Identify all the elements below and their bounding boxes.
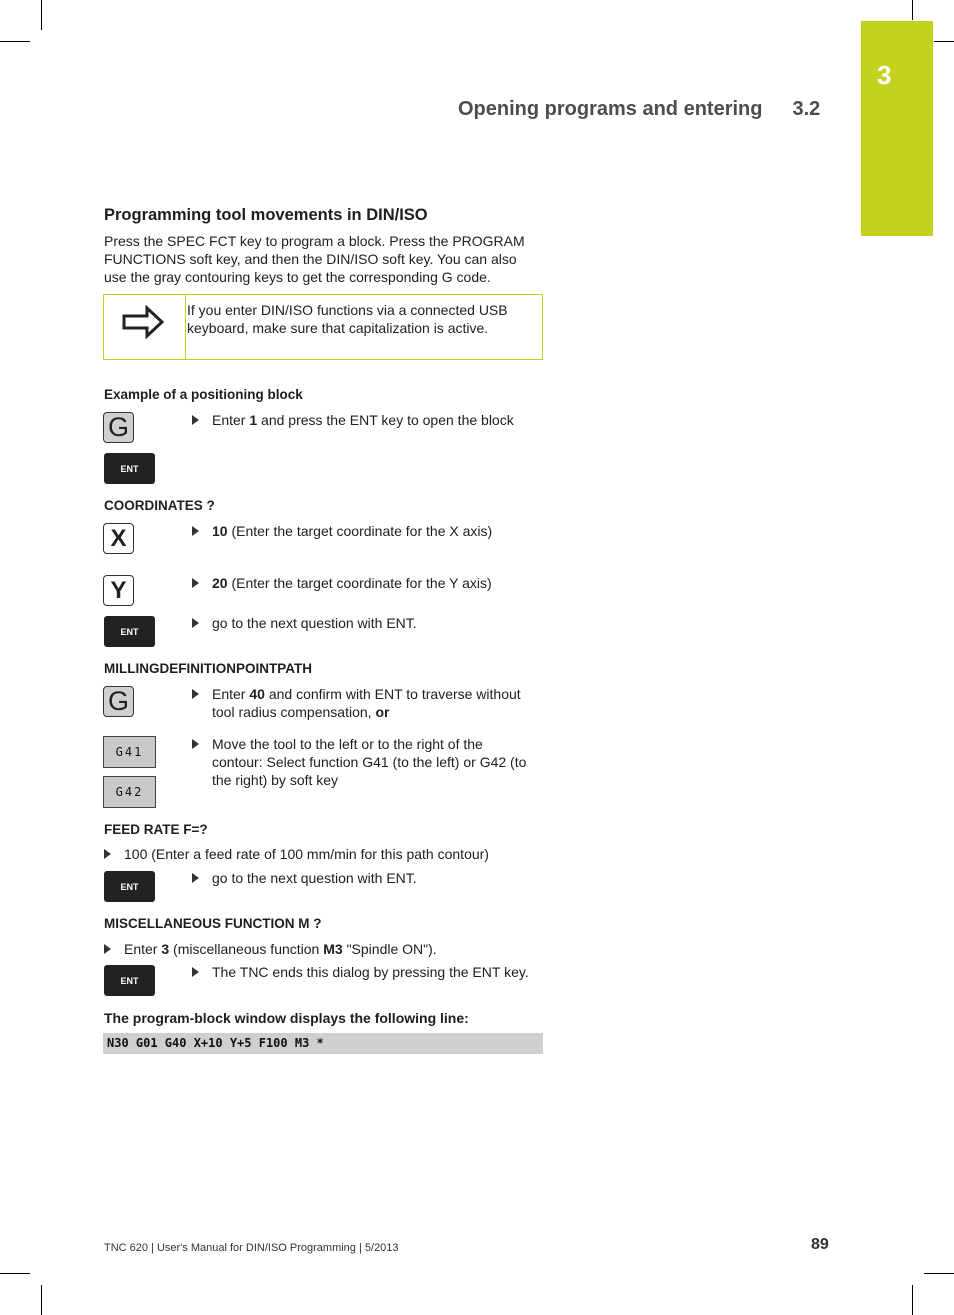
running-header [458, 98, 820, 121]
bold-value: 40 [249, 686, 265, 702]
text: and confirm with ENT to traverse without [264, 686, 521, 702]
example-label: Example of a positioning block [104, 387, 303, 402]
page-number: 89 [811, 1236, 829, 1253]
step-select-g41-g42 [192, 735, 544, 789]
bullet-triangle-icon [192, 689, 199, 699]
misc-function-label: MISCELLANEOUS FUNCTION M ? [104, 916, 322, 931]
x-key[interactable]: X [103, 523, 134, 554]
ent-key[interactable]: ENT [104, 616, 155, 647]
bold-value: 3 [161, 941, 170, 957]
arrow-right-icon [121, 305, 165, 339]
bullet-triangle-icon [192, 873, 199, 883]
step-next-question [192, 614, 544, 632]
ent-key[interactable]: ENT [104, 965, 155, 996]
text: The TNC ends this dialog by pressing the ENT key. [212, 964, 529, 980]
text: Move the tool to the left or to the right of the [212, 736, 483, 752]
bold-value: 20 [212, 575, 228, 591]
crop-mark [934, 41, 954, 42]
text: (miscellaneous function [169, 941, 324, 957]
crop-mark [41, 1285, 42, 1315]
text: the right) by soft key [212, 772, 339, 788]
text: go to the next question with ENT. [212, 615, 417, 631]
step-enter-40 [192, 685, 544, 721]
crop-mark [912, 1285, 913, 1315]
feed-rate-label: FEED RATE F=? [104, 822, 208, 837]
note-box [103, 294, 543, 360]
crop-mark [924, 1273, 954, 1274]
bullet-triangle-icon [104, 944, 111, 954]
text: "Spindle ON"). [342, 941, 437, 957]
y-key[interactable]: Y [103, 575, 134, 606]
step-enter-3 [104, 940, 544, 958]
step-enter-1 [192, 411, 544, 429]
bullet-triangle-icon [192, 967, 199, 977]
crop-mark [41, 0, 42, 30]
ent-key[interactable]: ENT [104, 871, 155, 902]
g-key[interactable]: G [103, 412, 134, 443]
header-title: Opening programs and entering [458, 98, 763, 120]
bold-value: 10 [212, 523, 228, 539]
bullet-triangle-icon [192, 618, 199, 628]
bold-value: or [375, 704, 390, 720]
intro-line: Press the SPEC FCT key to program a block. Press the PROGRAM [104, 233, 525, 249]
step-feed-rate [104, 845, 544, 863]
step-y-coordinate [192, 574, 544, 592]
step-next-question [192, 869, 544, 887]
bullet-triangle-icon [104, 849, 111, 859]
bullet-triangle-icon [192, 739, 199, 749]
section-heading: Programming tool movements in DIN/ISO [104, 206, 428, 224]
text: Enter [124, 941, 162, 957]
chapter-number: 3 [877, 60, 892, 90]
chapter-tab [861, 21, 933, 236]
text: Enter [212, 412, 250, 428]
crop-mark [0, 41, 30, 42]
step-x-coordinate [192, 522, 544, 540]
text: contour: Select function G41 (to the left) or G42 (to [212, 754, 527, 770]
intro-paragraph [104, 232, 544, 286]
intro-line: FUNCTIONS soft key, and then the DIN/ISO soft key. You can also [104, 251, 517, 267]
bullet-triangle-icon [192, 415, 199, 425]
result-label: The program-block window displays the following line: [104, 1010, 469, 1026]
crop-mark [0, 1273, 30, 1274]
text: tool radius compensation, [212, 704, 376, 720]
header-section: 3.2 [792, 98, 821, 120]
text: (Enter the target coordinate for the Y axis) [227, 575, 492, 591]
ent-key[interactable]: ENT [104, 453, 155, 484]
note-line: If you enter DIN/ISO functions via a connected USB [187, 302, 508, 318]
intro-line: use the gray contouring keys to get the corresponding G code. [104, 269, 491, 285]
page-footer: TNC 620 | User's Manual for DIN/ISO Programming | 5/2013 [104, 1242, 399, 1254]
g41-soft-key[interactable]: G41 [103, 736, 156, 768]
milling-label: MILLINGDEFINITIONPOINTPATH [104, 661, 312, 676]
note-divider [185, 295, 186, 359]
text: and press the ENT key to open the block [257, 412, 514, 428]
program-block-line: N30 G01 G40 X+10 Y+5 F100 M3 * [103, 1033, 543, 1054]
note-text [187, 301, 537, 337]
bold-value: M3 [323, 941, 343, 957]
crop-mark [912, 0, 913, 20]
coordinates-label: COORDINATES ? [104, 498, 215, 513]
text: Enter [212, 686, 250, 702]
bullet-triangle-icon [192, 526, 199, 536]
g42-soft-key[interactable]: G42 [103, 776, 156, 808]
step-end-dialog [192, 963, 544, 981]
note-line: keyboard, make sure that capitalization is active. [187, 320, 489, 336]
text: (Enter the target coordinate for the X axis) [227, 523, 493, 539]
text: go to the next question with ENT. [212, 870, 417, 886]
bold-value: 1 [249, 412, 258, 428]
bullet-triangle-icon [192, 578, 199, 588]
g-key[interactable]: G [103, 686, 134, 717]
text: 100 (Enter a feed rate of 100 mm/min for this path contour) [124, 846, 489, 862]
